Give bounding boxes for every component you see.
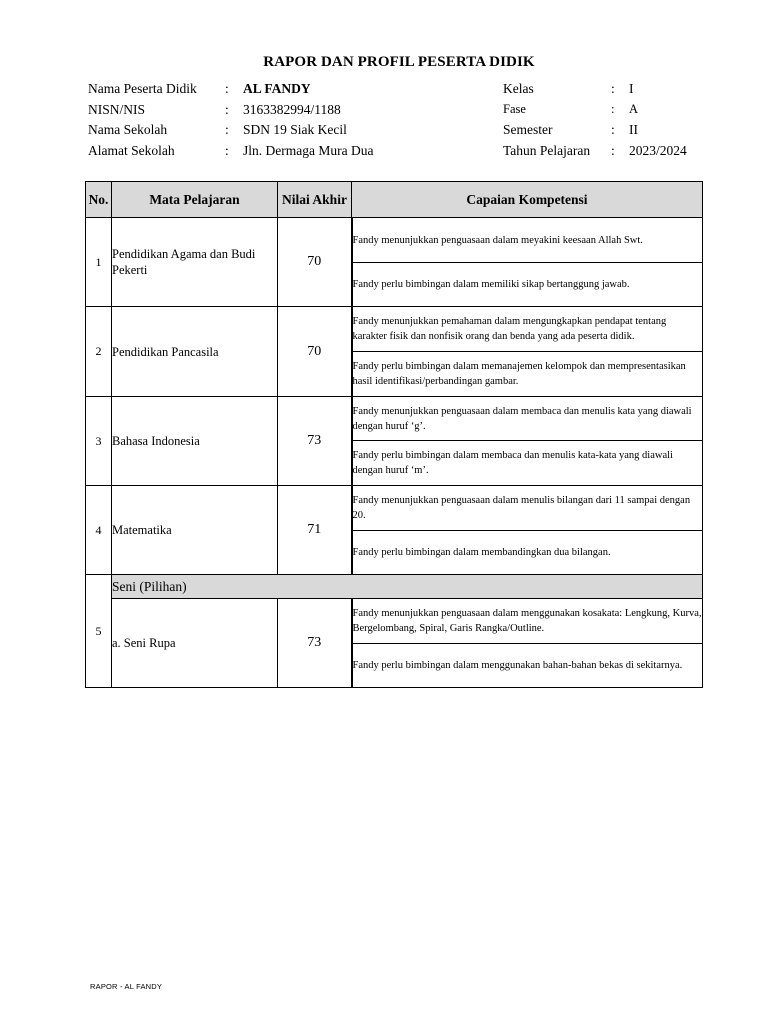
row-subject: Matematika bbox=[112, 486, 278, 575]
row-competency-guidance: Fandy perlu bimbingan dalam membandingkan dua bilangan. bbox=[352, 531, 703, 575]
row-competency-achieved: Fandy menunjukkan pemahaman dalam mengungkapkan pendapat tentang karakter fisik dan nonfisik orang dan benda yang ada peserta didik. bbox=[352, 307, 703, 352]
info-colon: : bbox=[611, 81, 615, 96]
row-number: 4 bbox=[86, 486, 112, 575]
info-value: Jln. Dermaga Mura Dua bbox=[243, 143, 374, 158]
info-colon: : bbox=[611, 143, 615, 158]
info-label: Nama Sekolah bbox=[88, 122, 168, 137]
row-competency-achieved: Fandy menunjukkan penguasaan dalam menulis bilangan dari 11 sampai dengan 20. bbox=[352, 486, 703, 531]
table-header-row bbox=[86, 182, 703, 218]
info-label: Tahun Pelajaran bbox=[503, 143, 591, 158]
info-value: 3163382994/1188 bbox=[243, 102, 341, 117]
info-colon: : bbox=[225, 122, 229, 137]
row-number: 1 bbox=[86, 218, 112, 307]
info-colon: : bbox=[611, 122, 615, 137]
row-competency-guidance: Fandy perlu bimbingan dalam membaca dan menulis kata-kata yang diawali dengan huruf ‘m’. bbox=[352, 441, 703, 486]
table-row bbox=[86, 397, 703, 441]
table-row bbox=[86, 599, 703, 644]
report-title: RAPOR DAN PROFIL PESERTA DIDIK bbox=[263, 54, 535, 70]
info-value: 2023/2024 bbox=[629, 143, 687, 158]
info-value: SDN 19 Siak Kecil bbox=[243, 122, 347, 137]
info-value: II bbox=[629, 122, 638, 137]
header-subject: Mata Pelajaran bbox=[112, 182, 278, 218]
table-row bbox=[86, 486, 703, 531]
page-footer: RAPOR - AL FANDY bbox=[90, 982, 163, 991]
row-number: 3 bbox=[86, 397, 112, 486]
row-number: 5 bbox=[86, 575, 112, 688]
table-row bbox=[86, 307, 703, 352]
row-competency-achieved: Fandy menunjukkan penguasaan dalam meyakini keesaan Allah Swt. bbox=[352, 218, 703, 263]
info-label: Semester bbox=[503, 122, 553, 137]
row-number: 2 bbox=[86, 307, 112, 397]
info-colon: : bbox=[225, 81, 229, 96]
info-label: Nama Peserta Didik bbox=[88, 81, 197, 96]
row-competency-achieved: Fandy menunjukkan penguasaan dalam membaca dan menulis kata yang diawali dengan huruf ‘g’. bbox=[352, 397, 703, 441]
row-competency-guidance: Fandy perlu bimbingan dalam menggunakan bahan-bahan bekas di sekitarnya. bbox=[352, 644, 703, 688]
info-label: Fase bbox=[503, 102, 526, 116]
section-header-seni: Seni (Pilihan) bbox=[112, 575, 703, 599]
info-label: Kelas bbox=[503, 81, 534, 96]
row-subject: a. Seni Rupa bbox=[112, 599, 278, 688]
header-no: No. bbox=[86, 182, 112, 218]
row-competency-achieved: Fandy menunjukkan penguasaan dalam menggunakan kosakata: Lengkung, Kurva, Bergelombang, Spiral, Garis Rangka/Outline. bbox=[352, 599, 703, 644]
info-colon: : bbox=[225, 102, 229, 117]
row-competency-guidance: Fandy perlu bimbingan dalam memiliki sikap bertanggung jawab. bbox=[352, 263, 703, 307]
info-value: I bbox=[629, 81, 634, 96]
info-label: NISN/NIS bbox=[88, 102, 146, 117]
header-competency: Capaian Kompetensi bbox=[352, 182, 703, 218]
info-value-student-name: AL FANDY bbox=[243, 81, 311, 96]
row-subject: Pendidikan Pancasila bbox=[112, 307, 278, 397]
row-score: 71 bbox=[278, 486, 352, 575]
row-score: 70 bbox=[278, 218, 352, 307]
info-value: A bbox=[629, 102, 639, 116]
row-score: 73 bbox=[278, 599, 352, 688]
row-score: 70 bbox=[278, 307, 352, 397]
row-subject: Pendidikan Agama dan Budi Pekerti bbox=[112, 218, 278, 307]
grades-table bbox=[85, 181, 703, 688]
table-row bbox=[86, 218, 703, 263]
row-competency-guidance: Fandy perlu bimbingan dalam memanajemen kelompok dan mempresentasikan hasil identifikasi/perbandingan gambar. bbox=[352, 352, 703, 397]
info-label: Alamat Sekolah bbox=[88, 143, 175, 158]
table-row bbox=[86, 575, 703, 599]
row-subject: Bahasa Indonesia bbox=[112, 397, 278, 486]
info-colon: : bbox=[611, 102, 615, 116]
header-score: Nilai Akhir bbox=[278, 182, 352, 218]
info-colon: : bbox=[225, 143, 229, 158]
row-score: 73 bbox=[278, 397, 352, 486]
